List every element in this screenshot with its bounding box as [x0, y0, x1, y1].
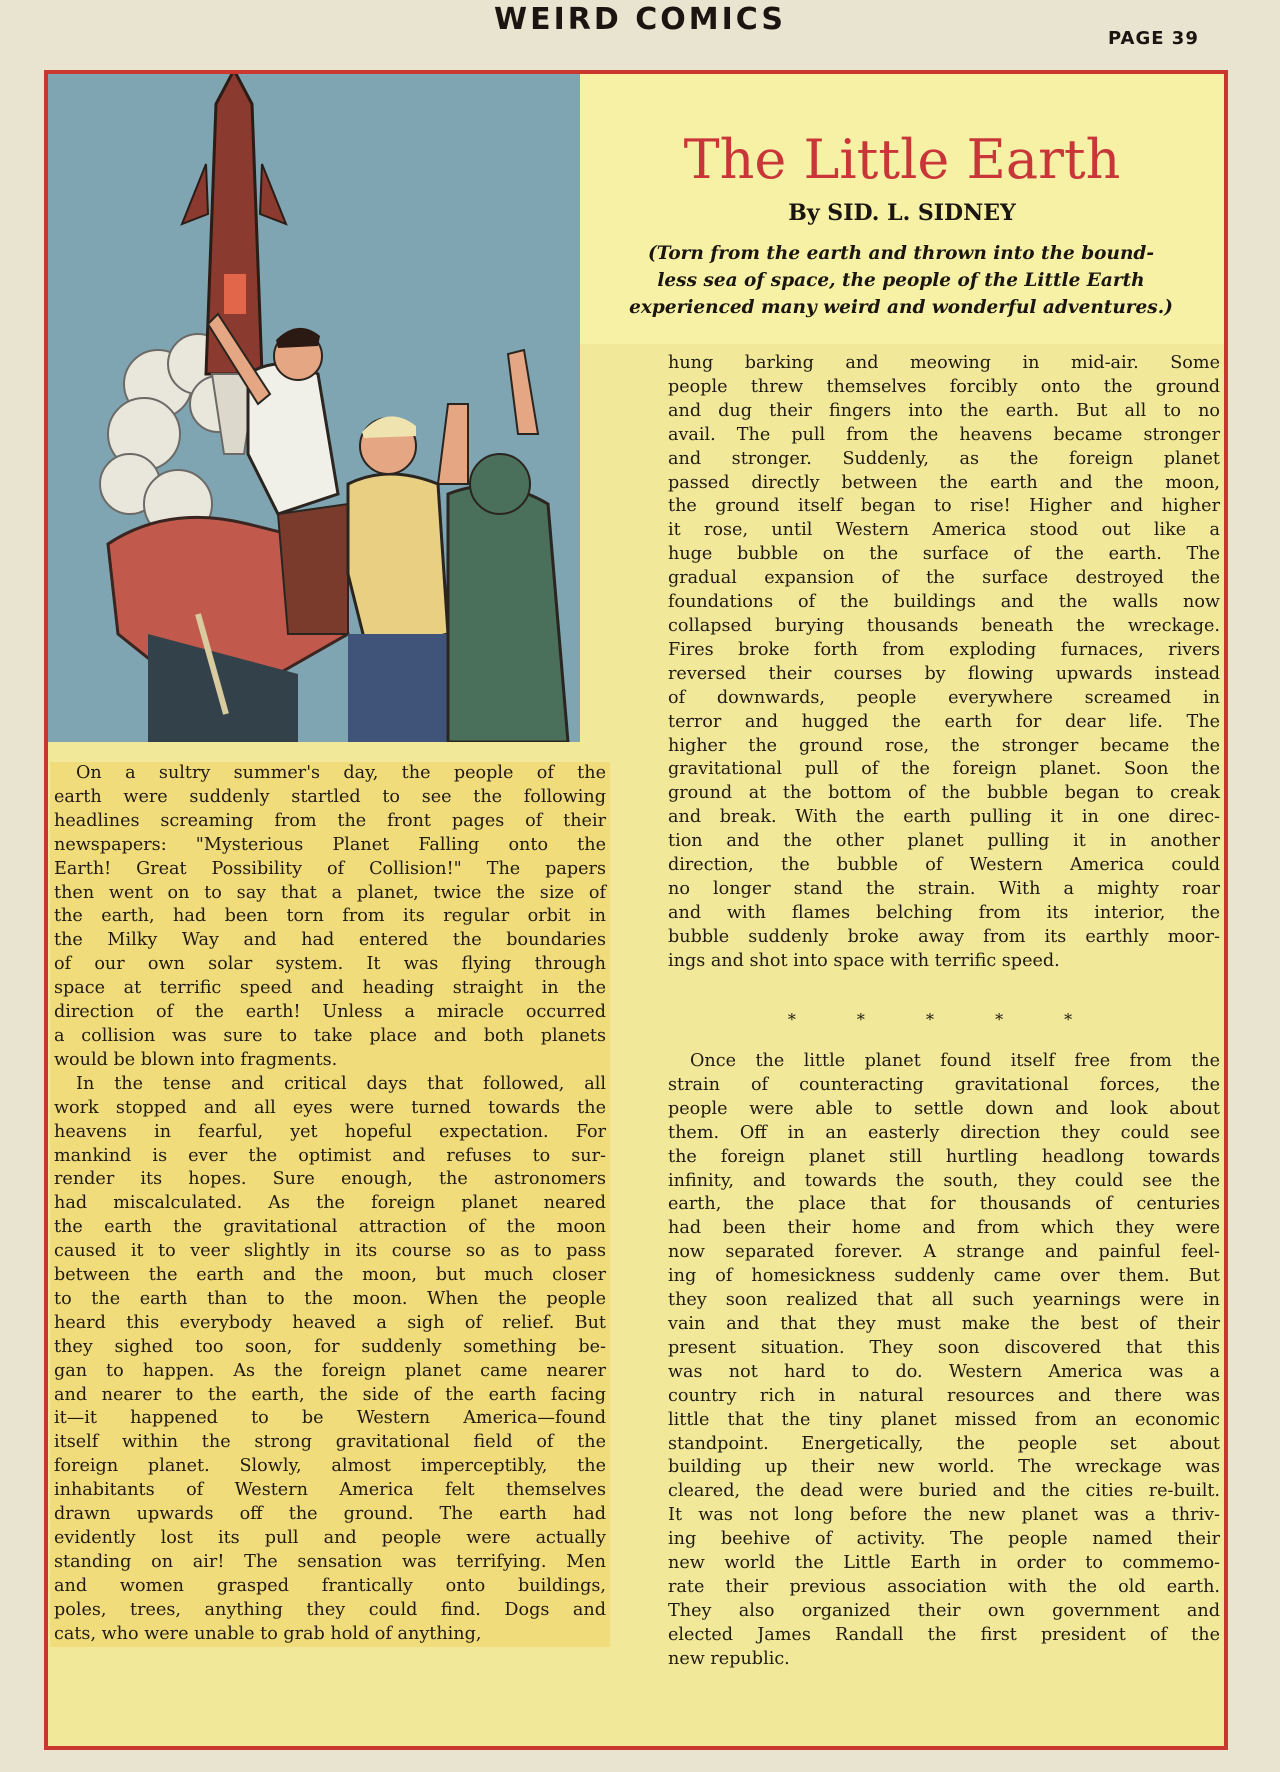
text-line: standpoint. Energetically, the people set about	[668, 1433, 1220, 1454]
text-line: avail. The pull from the heavens became stronger	[668, 424, 1220, 445]
text-line: it—it happened to be Western America—found	[54, 1408, 606, 1429]
text-line: earth were suddenly startled to see the following	[54, 786, 606, 807]
story-illustration	[48, 74, 580, 742]
text-line: gravitational pull of the foreign planet. Soon the	[668, 759, 1220, 780]
text-line: building up their new world. The wreckage was	[668, 1457, 1220, 1478]
story-intro	[588, 240, 1214, 321]
text-line: no longer stand the strain. With a mighty roar	[668, 878, 1220, 899]
text-line: caused it to veer slightly in its course so as to pass	[54, 1241, 606, 1262]
rocket-launch-illustration	[48, 74, 580, 742]
text-line: Earth! Great Possibility of Collision!" The papers	[54, 858, 606, 879]
text-line: earth, the place that for thousands of centuries	[668, 1194, 1220, 1215]
text-line: inhabitants of Western America felt themselves	[54, 1480, 606, 1501]
section-break: * * * * *	[787, 1010, 1101, 1029]
text-line: was not hard to do. Western America was a	[668, 1361, 1220, 1382]
intro-line: (Torn from the earth and thrown into the bound-	[647, 243, 1155, 264]
text-line: gan to happen. As the foreign planet came nearer	[54, 1360, 606, 1381]
text-line: country rich in natural resources and there was	[668, 1385, 1220, 1406]
text-line: render its hopes. Sure enough, the astronomers	[54, 1169, 606, 1190]
text-line: gradual expansion of the surface destroyed the	[668, 568, 1220, 589]
text-line: direction of the earth! Unless a miracle occurred	[54, 1002, 606, 1023]
text-line: passed directly between the earth and the moon,	[668, 472, 1220, 493]
text-line: reversed their courses by flowing upwards instead	[668, 663, 1220, 684]
text-line: the earth, had been torn from its regular orbit in	[54, 906, 606, 927]
text-line: In the tense and critical days that followed, all	[76, 1073, 606, 1094]
text-line: and women grasped frantically onto buildings,	[54, 1575, 606, 1596]
text-line: and break. With the earth pulling it in one direc-	[668, 807, 1220, 828]
text-line: collapsed burying thousands beneath the wreckage.	[668, 615, 1220, 636]
text-line: of downwards, people everywhere screamed in	[668, 687, 1220, 708]
text-line: bubble suddenly broke away from its earthly moor-	[668, 926, 1220, 947]
text-line: little that the tiny planet missed from an economic	[668, 1409, 1220, 1430]
text-line: and with flames belching from its interior, the	[668, 902, 1220, 923]
text-line: newspapers: "Mysterious Planet Falling onto the	[54, 834, 606, 855]
text-line: foundations of the buildings and the walls now	[668, 592, 1220, 613]
text-line: drawn upwards off the ground. The earth had	[54, 1504, 606, 1525]
text-line: cats, who were unable to grab hold of anything,	[54, 1623, 482, 1644]
intro-line: experienced many weird and wonderful adventures.)	[629, 297, 1173, 318]
text-line: to the earth than to the moon. When the people	[54, 1288, 606, 1309]
text-line: them. Off in an easterly direction they could see	[668, 1122, 1220, 1143]
text-line: new republic.	[668, 1648, 790, 1669]
text-line: They also organized their own government and	[668, 1600, 1220, 1621]
text-line: work stopped and all eyes were turned towards the	[54, 1097, 606, 1118]
text-line: Once the little planet found itself free from the	[690, 1051, 1220, 1071]
story-title: The Little Earth	[683, 128, 1121, 191]
text-line: foreign planet. Slowly, almost imperceptibly, the	[54, 1456, 606, 1477]
story-column-left	[50, 762, 610, 1647]
text-line: people threw themselves forcibly onto the ground	[668, 376, 1220, 397]
title-block	[580, 74, 1224, 344]
text-line: headlines screaming from the front pages of their	[54, 810, 606, 831]
text-line: between the earth and the moon, but much closer	[54, 1265, 606, 1286]
text-line: On a sultry summer's day, the people of the	[76, 763, 606, 783]
story-column-right	[664, 352, 1224, 974]
text-line: ings and shot into space with terrific speed.	[668, 950, 1060, 971]
text-line: ing beehive of activity. The people named their	[668, 1529, 1220, 1550]
text-line: Fires broke forth from exploding furnaces, rivers	[668, 639, 1220, 660]
text-line: and stronger. Suddenly, as the foreign planet	[668, 448, 1220, 469]
text-line: itself within the strong gravitational field of the	[54, 1432, 606, 1453]
text-line: would be blown into fragments.	[54, 1049, 338, 1070]
text-line: present situation. They soon discovered that this	[668, 1337, 1220, 1358]
text-line: direction, the bubble of Western America could	[668, 855, 1220, 876]
text-line: standing on air! The sensation was terrifying. Men	[54, 1551, 606, 1572]
text-line: huge bubble on the surface of the earth. The	[668, 544, 1220, 565]
text-line: new world the Little Earth in order to commemo-	[668, 1553, 1220, 1574]
text-line: they soon realized that all such yearnings were in	[668, 1290, 1220, 1311]
text-line: people were able to settle down and look about	[668, 1098, 1220, 1119]
text-line: vain and that they must make the best of their	[668, 1313, 1220, 1334]
text-line: had been their home and from which they were	[668, 1218, 1220, 1239]
text-line: terror and hugged the earth for dear life. The	[668, 711, 1220, 732]
text-line: and dug their fingers into the earth. But all to no	[668, 400, 1220, 421]
text-line: higher the ground rose, the stronger became the	[668, 735, 1220, 756]
text-line: the foreign planet still hurtling headlong towards	[668, 1146, 1220, 1167]
text-line: they sighed too soon, for suddenly something be-	[54, 1336, 606, 1357]
text-line: it rose, until Western America stood out like a	[668, 520, 1220, 541]
text-line: elected James Randall the first president of the	[668, 1624, 1220, 1645]
text-line: rate their previous association with the old earth.	[668, 1576, 1220, 1597]
text-line: ing of homesickness suddenly came over them. But	[668, 1266, 1220, 1287]
text-line: the earth the gravitational attraction of the moon	[54, 1217, 606, 1238]
text-line: hung barking and meowing in mid-air. Some	[668, 353, 1220, 373]
text-line: had miscalculated. As the foreign planet neared	[54, 1193, 606, 1214]
text-line: ground at the bottom of the bubble began to creak	[668, 783, 1220, 804]
text-line: space at terrific speed and heading straight in the	[54, 978, 606, 999]
text-line: cleared, the dead were buried and the cities re-built.	[668, 1481, 1220, 1502]
text-line: of our own solar system. It was flying through	[54, 954, 606, 975]
page-number: PAGE 39	[1108, 28, 1199, 49]
story-column-right-continued	[664, 1050, 1224, 1672]
intro-line: less sea of space, the people of the Little Earth	[657, 270, 1145, 291]
text-line: and nearer to the earth, the side of the earth facing	[54, 1384, 606, 1405]
text-line: infinity, and towards the south, they could see the	[668, 1170, 1220, 1191]
text-line: tion and the other planet pulling it in another	[668, 831, 1220, 852]
text-line: strain of counteracting gravitational forces, the	[668, 1074, 1220, 1095]
text-line: It was not long before the new planet was a thriv-	[668, 1505, 1220, 1526]
text-line: then went on to say that a planet, twice the size of	[54, 882, 606, 903]
magazine-title: WEIRD COMICS	[494, 2, 786, 37]
byline: By SID. L. SIDNEY	[788, 200, 1016, 226]
text-line: poles, trees, anything they could find. Dogs and	[54, 1599, 606, 1620]
text-line: heard this everybody heaved a sigh of relief. But	[54, 1312, 606, 1333]
text-line: now separated forever. A strange and painful feel-	[668, 1242, 1220, 1263]
text-line: mankind is ever the optimist and refuses to sur-	[54, 1145, 606, 1166]
text-line: the Milky Way and had entered the boundaries	[54, 930, 606, 951]
text-line: a collision was sure to take place and both planets	[54, 1025, 606, 1046]
text-line: evidently lost its pull and people were actually	[54, 1528, 606, 1548]
text-line: the ground itself began to rise! Higher and higher	[668, 496, 1220, 517]
text-line: heavens in fearful, yet hopeful expectation. For	[54, 1121, 606, 1142]
